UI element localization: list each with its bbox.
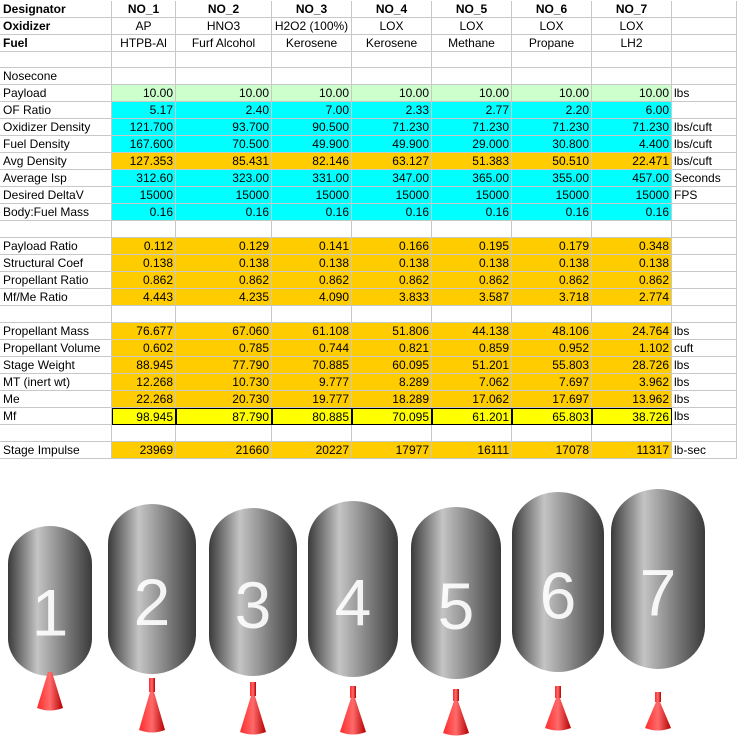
data-cell[interactable]: 0.862 xyxy=(512,272,592,289)
data-cell[interactable]: 51.383 xyxy=(432,153,512,170)
data-cell[interactable]: 17977 xyxy=(352,442,432,459)
header-cell[interactable]: LOX xyxy=(592,18,672,35)
data-cell[interactable]: 10.00 xyxy=(512,85,592,102)
data-cell[interactable]: 0.138 xyxy=(272,255,352,272)
unit-cell[interactable] xyxy=(672,18,737,35)
data-cell[interactable]: 24.764 xyxy=(592,323,672,340)
data-cell[interactable]: 28.726 xyxy=(592,357,672,374)
data-cell[interactable]: 0.138 xyxy=(176,255,272,272)
data-cell[interactable]: 0.112 xyxy=(112,238,176,255)
data-cell[interactable]: 0.862 xyxy=(112,272,176,289)
data-cell[interactable]: 6.00 xyxy=(592,102,672,119)
data-cell[interactable]: 10.00 xyxy=(352,85,432,102)
data-cell[interactable]: 49.900 xyxy=(352,136,432,153)
data-cell[interactable]: 17078 xyxy=(512,442,592,459)
data-cell[interactable]: 0.602 xyxy=(112,340,176,357)
data-cell[interactable]: 38.726 xyxy=(592,408,672,425)
rocket-illustration xyxy=(0,470,737,756)
data-cell[interactable]: 16111 xyxy=(432,442,512,459)
data-cell[interactable]: 10.00 xyxy=(112,85,176,102)
data-cell[interactable]: 20.730 xyxy=(176,391,272,408)
data-cell[interactable]: 71.230 xyxy=(512,119,592,136)
nozzle-throat xyxy=(453,689,459,701)
row-label[interactable]: Oxidizer Density xyxy=(0,119,112,136)
unit-cell[interactable]: lbs xyxy=(672,374,737,391)
data-cell[interactable] xyxy=(112,51,176,68)
row-label[interactable] xyxy=(0,306,112,323)
data-cell[interactable] xyxy=(432,425,512,442)
data-cell[interactable]: 0.16 xyxy=(432,204,512,221)
data-cell[interactable] xyxy=(272,425,352,442)
data-cell[interactable]: 0.862 xyxy=(272,272,352,289)
rocket-3 xyxy=(209,508,297,735)
data-cell[interactable]: 71.230 xyxy=(592,119,672,136)
unit-cell[interactable]: FPS xyxy=(672,187,737,204)
nozzle-bell xyxy=(645,702,671,731)
unit-cell[interactable] xyxy=(672,272,737,289)
data-cell[interactable]: 10.00 xyxy=(176,85,272,102)
unit-cell[interactable]: Seconds xyxy=(672,170,737,187)
data-cell[interactable]: 2.20 xyxy=(512,102,592,119)
data-cell[interactable]: 61.201 xyxy=(432,408,512,425)
data-cell[interactable]: 48.106 xyxy=(512,323,592,340)
data-cell[interactable]: 9.777 xyxy=(272,374,352,391)
header-cell[interactable]: HNO3 xyxy=(176,18,272,35)
data-cell[interactable] xyxy=(272,51,352,68)
data-cell[interactable]: 0.129 xyxy=(176,238,272,255)
row-label[interactable]: Structural Coef xyxy=(0,255,112,272)
data-cell[interactable]: 88.945 xyxy=(112,357,176,374)
data-cell[interactable]: 0.138 xyxy=(432,255,512,272)
data-cell[interactable]: 70.500 xyxy=(176,136,272,153)
unit-cell[interactable]: lbs/cuft xyxy=(672,119,737,136)
data-cell[interactable] xyxy=(592,425,672,442)
data-cell[interactable] xyxy=(592,68,672,85)
nozzle-throat xyxy=(350,686,356,698)
unit-cell[interactable] xyxy=(672,204,737,221)
nozzle-throat xyxy=(250,682,256,696)
unit-cell[interactable] xyxy=(672,306,737,323)
data-cell[interactable]: 15000 xyxy=(432,187,512,204)
data-cell[interactable] xyxy=(176,306,272,323)
data-cell[interactable]: 0.141 xyxy=(272,238,352,255)
data-cell[interactable]: 0.195 xyxy=(432,238,512,255)
data-cell[interactable]: 0.16 xyxy=(352,204,432,221)
data-cell[interactable] xyxy=(112,221,176,238)
data-cell[interactable]: 21660 xyxy=(176,442,272,459)
data-cell[interactable]: 3.587 xyxy=(432,289,512,306)
data-cell[interactable] xyxy=(352,68,432,85)
unit-cell[interactable]: lbs xyxy=(672,357,737,374)
data-cell[interactable]: 0.138 xyxy=(112,255,176,272)
data-cell[interactable] xyxy=(352,221,432,238)
data-cell[interactable]: 0.138 xyxy=(592,255,672,272)
data-cell[interactable]: 15000 xyxy=(272,187,352,204)
data-cell[interactable] xyxy=(272,306,352,323)
data-cell[interactable]: 85.431 xyxy=(176,153,272,170)
unit-cell[interactable] xyxy=(672,35,737,52)
data-cell[interactable]: 2.774 xyxy=(592,289,672,306)
data-cell[interactable]: 87.790 xyxy=(176,408,272,425)
unit-cell[interactable] xyxy=(672,425,737,442)
data-cell[interactable]: 18.289 xyxy=(352,391,432,408)
data-cell[interactable] xyxy=(512,425,592,442)
data-cell[interactable] xyxy=(112,68,176,85)
nozzle-bell xyxy=(240,696,266,735)
data-cell[interactable]: 29.000 xyxy=(432,136,512,153)
data-cell[interactable] xyxy=(176,51,272,68)
data-cell[interactable]: 0.862 xyxy=(352,272,432,289)
row-label[interactable]: Nosecone xyxy=(0,68,112,85)
data-cell[interactable] xyxy=(176,221,272,238)
unit-cell[interactable] xyxy=(672,238,737,255)
header-cell[interactable]: Methane xyxy=(432,35,512,52)
data-cell[interactable]: 167.600 xyxy=(112,136,176,153)
data-cell[interactable]: 4.235 xyxy=(176,289,272,306)
data-cell[interactable]: 77.790 xyxy=(176,357,272,374)
data-cell[interactable]: 365.00 xyxy=(432,170,512,187)
data-cell[interactable]: 13.962 xyxy=(592,391,672,408)
data-cell[interactable]: 19.777 xyxy=(272,391,352,408)
data-cell[interactable]: 3.718 xyxy=(512,289,592,306)
nozzle-throat xyxy=(655,692,661,702)
data-cell[interactable]: 4.443 xyxy=(112,289,176,306)
row-label[interactable]: Stage Impulse xyxy=(0,442,112,459)
data-cell[interactable]: 61.108 xyxy=(272,323,352,340)
unit-cell[interactable]: lbs xyxy=(672,323,737,340)
data-cell[interactable]: 51.806 xyxy=(352,323,432,340)
row-label-0[interactable]: Designator xyxy=(0,1,112,18)
nozzle-bell xyxy=(340,698,366,735)
data-cell[interactable] xyxy=(592,306,672,323)
data-cell[interactable]: 0.348 xyxy=(592,238,672,255)
data-cell[interactable]: 82.146 xyxy=(272,153,352,170)
header-cell[interactable]: LOX xyxy=(512,18,592,35)
data-cell[interactable]: 90.500 xyxy=(272,119,352,136)
row-label[interactable]: Mf/Me Ratio xyxy=(0,289,112,306)
data-cell[interactable]: 4.090 xyxy=(272,289,352,306)
header-cell[interactable]: AP xyxy=(112,18,176,35)
data-cell[interactable]: 51.201 xyxy=(432,357,512,374)
data-cell[interactable]: 0.744 xyxy=(272,340,352,357)
data-cell[interactable]: 17.062 xyxy=(432,391,512,408)
row-label-2[interactable]: Fuel xyxy=(0,35,112,52)
data-cell[interactable]: 457.00 xyxy=(592,170,672,187)
data-cell[interactable]: 50.510 xyxy=(512,153,592,170)
unit-cell[interactable] xyxy=(672,289,737,306)
data-cell[interactable]: 3.833 xyxy=(352,289,432,306)
data-cell[interactable]: 23969 xyxy=(112,442,176,459)
nozzle-bell xyxy=(37,672,63,711)
rocket-5 xyxy=(411,507,501,736)
data-cell[interactable]: 7.00 xyxy=(272,102,352,119)
unit-cell[interactable]: lb-sec xyxy=(672,442,737,459)
data-cell[interactable] xyxy=(176,68,272,85)
data-cell[interactable]: 0.179 xyxy=(512,238,592,255)
unit-cell[interactable]: lbs/cuft xyxy=(672,136,737,153)
row-label[interactable]: Propellant Volume xyxy=(0,340,112,357)
row-label[interactable]: Average Isp xyxy=(0,170,112,187)
data-cell[interactable]: 11317 xyxy=(592,442,672,459)
data-cell[interactable]: 0.16 xyxy=(592,204,672,221)
data-cell[interactable]: 44.138 xyxy=(432,323,512,340)
header-cell[interactable]: NO_3 xyxy=(272,1,352,18)
data-cell[interactable]: 312.60 xyxy=(112,170,176,187)
data-cell[interactable] xyxy=(512,51,592,68)
rocket-number: 7 xyxy=(639,555,677,630)
data-cell[interactable]: 17.697 xyxy=(512,391,592,408)
data-cell[interactable]: 71.230 xyxy=(352,119,432,136)
rocket-2 xyxy=(108,504,196,733)
data-cell[interactable] xyxy=(352,306,432,323)
data-cell[interactable] xyxy=(432,51,512,68)
data-cell[interactable]: 121.700 xyxy=(112,119,176,136)
data-cell[interactable]: 0.821 xyxy=(352,340,432,357)
data-cell[interactable]: 3.962 xyxy=(592,374,672,391)
data-cell[interactable]: 4.400 xyxy=(592,136,672,153)
header-cell[interactable]: LOX xyxy=(432,18,512,35)
row-label-1[interactable]: Oxidizer xyxy=(0,18,112,35)
data-cell[interactable] xyxy=(112,306,176,323)
data-cell[interactable] xyxy=(512,306,592,323)
data-cell[interactable]: 0.138 xyxy=(512,255,592,272)
unit-cell[interactable]: cuft xyxy=(672,340,737,357)
header-cell[interactable]: LOX xyxy=(352,18,432,35)
data-cell[interactable]: 323.00 xyxy=(176,170,272,187)
data-cell[interactable] xyxy=(432,68,512,85)
data-cell[interactable] xyxy=(592,221,672,238)
header-cell[interactable]: NO_5 xyxy=(432,1,512,18)
data-cell[interactable]: 20227 xyxy=(272,442,352,459)
row-label[interactable]: Mf xyxy=(0,408,112,425)
data-cell[interactable] xyxy=(272,221,352,238)
rocket-4 xyxy=(308,501,398,735)
rocket-number: 4 xyxy=(334,565,372,640)
data-cell[interactable]: 60.095 xyxy=(352,357,432,374)
data-cell[interactable] xyxy=(592,51,672,68)
data-cell[interactable]: 5.17 xyxy=(112,102,176,119)
data-cell[interactable]: 10.00 xyxy=(592,85,672,102)
data-cell[interactable]: 331.00 xyxy=(272,170,352,187)
data-cell[interactable]: 7.697 xyxy=(512,374,592,391)
row-label[interactable]: Body:Fuel Mass xyxy=(0,204,112,221)
data-cell[interactable]: 98.945 xyxy=(112,408,176,425)
nozzle-bell xyxy=(139,692,165,733)
header-cell[interactable]: LH2 xyxy=(592,35,672,52)
rocket-number: 5 xyxy=(437,569,475,644)
row-label[interactable] xyxy=(0,51,112,68)
row-label[interactable]: Payload Ratio xyxy=(0,238,112,255)
data-cell[interactable]: 10.00 xyxy=(432,85,512,102)
header-cell[interactable]: H2O2 (100%) xyxy=(272,18,352,35)
data-cell[interactable]: 71.230 xyxy=(432,119,512,136)
data-cell[interactable]: 0.862 xyxy=(592,272,672,289)
header-cell[interactable]: NO_7 xyxy=(592,1,672,18)
header-cell[interactable]: Kerosene xyxy=(352,35,432,52)
row-label[interactable]: Payload xyxy=(0,85,112,102)
header-cell[interactable]: Propane xyxy=(512,35,592,52)
data-cell[interactable]: 12.268 xyxy=(112,374,176,391)
rocket-number: 6 xyxy=(539,558,577,633)
data-cell[interactable]: 8.289 xyxy=(352,374,432,391)
header-cell[interactable]: NO_4 xyxy=(352,1,432,18)
unit-cell[interactable] xyxy=(672,68,737,85)
row-label[interactable]: Avg Density xyxy=(0,153,112,170)
data-cell[interactable]: 2.40 xyxy=(176,102,272,119)
header-cell[interactable]: HTPB-Al xyxy=(112,35,176,52)
data-cell[interactable]: 0.16 xyxy=(272,204,352,221)
unit-cell[interactable] xyxy=(672,1,737,18)
unit-cell[interactable]: lbs/cuft xyxy=(672,153,737,170)
row-label[interactable]: Propellant Mass xyxy=(0,323,112,340)
data-cell[interactable]: 65.803 xyxy=(512,408,592,425)
data-cell[interactable]: 15000 xyxy=(592,187,672,204)
unit-cell[interactable] xyxy=(672,102,737,119)
data-cell[interactable]: 355.00 xyxy=(512,170,592,187)
rocket-number: 3 xyxy=(234,567,272,642)
unit-cell[interactable]: lbs xyxy=(672,85,737,102)
data-cell[interactable]: 0.138 xyxy=(352,255,432,272)
rocket-6 xyxy=(512,492,604,731)
data-cell[interactable] xyxy=(176,425,272,442)
data-cell[interactable]: 67.060 xyxy=(176,323,272,340)
data-cell[interactable]: 15000 xyxy=(512,187,592,204)
rocket-1 xyxy=(8,526,92,711)
rocket-number: 2 xyxy=(133,564,171,639)
unit-cell[interactable] xyxy=(672,221,737,238)
nozzle-throat xyxy=(555,686,561,698)
unit-cell[interactable] xyxy=(672,255,737,272)
data-cell[interactable] xyxy=(352,51,432,68)
data-cell[interactable] xyxy=(432,306,512,323)
data-cell[interactable]: 76.677 xyxy=(112,323,176,340)
unit-cell[interactable]: lbs xyxy=(672,408,737,425)
rocket-number: 1 xyxy=(31,575,69,650)
data-cell[interactable]: 0.862 xyxy=(176,272,272,289)
data-cell[interactable]: 1.102 xyxy=(592,340,672,357)
data-cell[interactable]: 0.166 xyxy=(352,238,432,255)
unit-cell[interactable]: lbs xyxy=(672,391,737,408)
row-label[interactable]: MT (inert wt) xyxy=(0,374,112,391)
data-cell[interactable]: 80.885 xyxy=(272,408,352,425)
data-cell[interactable]: 0.785 xyxy=(176,340,272,357)
data-cell[interactable]: 347.00 xyxy=(352,170,432,187)
data-cell[interactable]: 15000 xyxy=(176,187,272,204)
data-cell[interactable]: 15000 xyxy=(112,187,176,204)
data-cell[interactable]: 0.859 xyxy=(432,340,512,357)
data-cell[interactable]: 70.885 xyxy=(272,357,352,374)
data-cell[interactable] xyxy=(352,425,432,442)
data-cell[interactable]: 0.862 xyxy=(432,272,512,289)
data-cell[interactable]: 10.00 xyxy=(272,85,352,102)
header-cell[interactable]: NO_2 xyxy=(176,1,272,18)
data-cell[interactable]: 0.16 xyxy=(512,204,592,221)
header-cell[interactable]: Kerosene xyxy=(272,35,352,52)
data-cell[interactable] xyxy=(272,68,352,85)
data-cell[interactable]: 22.268 xyxy=(112,391,176,408)
data-cell[interactable]: 30.800 xyxy=(512,136,592,153)
row-label[interactable]: Stage Weight xyxy=(0,357,112,374)
header-cell[interactable]: NO_1 xyxy=(112,1,176,18)
data-cell[interactable]: 93.700 xyxy=(176,119,272,136)
data-cell[interactable]: 2.77 xyxy=(432,102,512,119)
nozzle-bell xyxy=(443,701,469,736)
row-label[interactable]: Fuel Density xyxy=(0,136,112,153)
data-cell[interactable]: 0.16 xyxy=(176,204,272,221)
row-label[interactable]: OF Ratio xyxy=(0,102,112,119)
unit-cell[interactable] xyxy=(672,51,737,68)
row-label[interactable]: Desired DeltaV xyxy=(0,187,112,204)
rocket-7 xyxy=(611,489,705,731)
data-cell[interactable]: 70.095 xyxy=(352,408,432,425)
data-cell[interactable]: 63.127 xyxy=(352,153,432,170)
data-cell[interactable] xyxy=(432,221,512,238)
data-cell[interactable]: 49.900 xyxy=(272,136,352,153)
data-cell[interactable] xyxy=(512,68,592,85)
data-cell[interactable]: 15000 xyxy=(352,187,432,204)
data-cell[interactable]: 55.803 xyxy=(512,357,592,374)
data-cell[interactable]: 0.952 xyxy=(512,340,592,357)
data-cell[interactable]: 7.062 xyxy=(432,374,512,391)
data-cell[interactable]: 0.16 xyxy=(112,204,176,221)
header-cell[interactable]: NO_6 xyxy=(512,1,592,18)
header-cell[interactable]: Furf Alcohol xyxy=(176,35,272,52)
row-label[interactable] xyxy=(0,221,112,238)
data-cell[interactable]: 22.471 xyxy=(592,153,672,170)
row-label[interactable] xyxy=(0,425,112,442)
data-cell[interactable]: 10.730 xyxy=(176,374,272,391)
row-label[interactable]: Me xyxy=(0,391,112,408)
data-cell[interactable]: 127.353 xyxy=(112,153,176,170)
data-cell[interactable] xyxy=(112,425,176,442)
row-label[interactable]: Propellant Ratio xyxy=(0,272,112,289)
data-cell[interactable] xyxy=(512,221,592,238)
nozzle-bell xyxy=(545,698,571,731)
data-cell[interactable]: 2.33 xyxy=(352,102,432,119)
nozzle-throat xyxy=(149,678,155,692)
